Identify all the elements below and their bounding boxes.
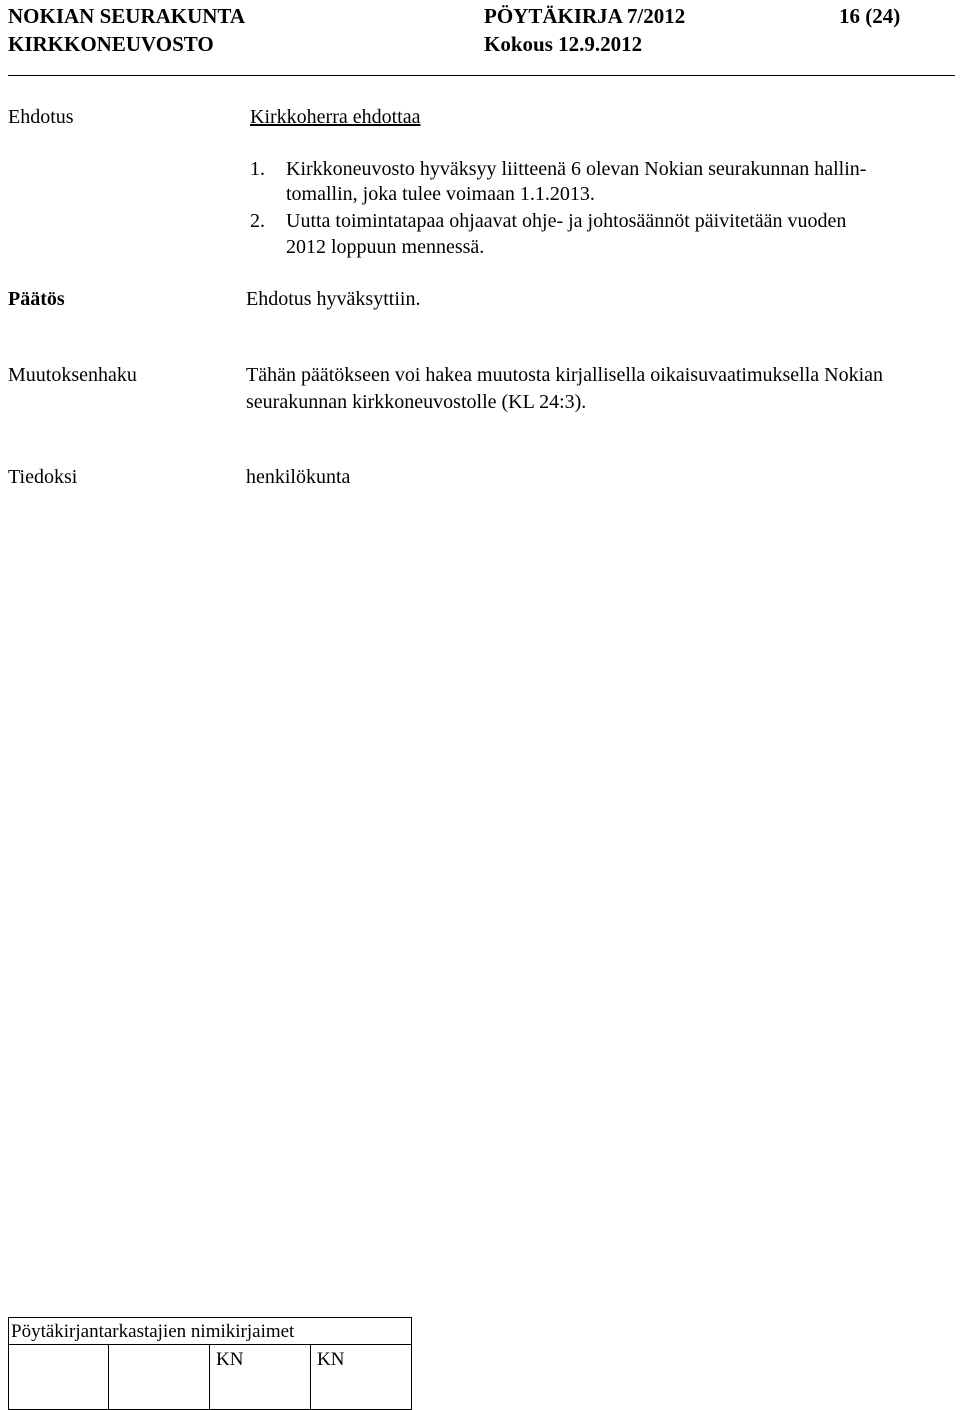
item-2-line-2: 2012 loppuun mennessä. (286, 236, 485, 258)
initials-kn-1: KN (216, 1349, 244, 1370)
initials-table-divider (8, 1344, 412, 1345)
page-number: 16 (24) (839, 4, 901, 28)
initials-cell-divider-3 (310, 1344, 311, 1410)
muutoksenhaku-line-1: Tähän päätökseen voi hakea muutosta kirjallisella oikaisuvaatimuksella Nokian (246, 364, 884, 386)
paatos-label: Päätös (8, 288, 65, 310)
item-1-number: 1. (250, 158, 265, 180)
item-2-number: 2. (250, 210, 265, 232)
item-1-line-2: tomallin, joka tulee voimaan 1.1.2013. (286, 183, 595, 205)
muutoksenhaku-label: Muutoksenhaku (8, 364, 137, 386)
body-name: KIRKKONEUVOSTO (8, 32, 214, 56)
initials-kn-2: KN (317, 1349, 345, 1370)
header-rule (8, 75, 955, 76)
muutoksenhaku-line-2: seurakunnan kirkkoneuvostolle (KL 24:3). (246, 391, 587, 413)
ehdotus-label: Ehdotus (8, 106, 74, 128)
ehdotus-heading: Kirkkoherra ehdottaa (250, 106, 421, 128)
paatos-text: Ehdotus hyväksyttiin. (246, 288, 421, 310)
meeting-date: Kokous 12.9.2012 (484, 32, 643, 56)
org-name: NOKIAN SEURAKUNTA (8, 4, 246, 28)
initials-cell-divider-1 (108, 1344, 109, 1410)
tiedoksi-label: Tiedoksi (8, 466, 78, 488)
tiedoksi-text: henkilökunta (246, 466, 351, 488)
item-2-line-1: Uutta toimintatapaa ohjaavat ohje- ja johtosäännöt päivitetään vuoden (286, 210, 847, 232)
initials-cell-divider-2 (209, 1344, 210, 1410)
initials-table-title: Pöytäkirjantarkastajien nimikirjaimet (11, 1321, 295, 1342)
item-1-line-1: Kirkkoneuvosto hyväksyy liitteenä 6 olevan Nokian seurakunnan hallin- (286, 158, 867, 180)
document-title: PÖYTÄKIRJA 7/2012 (484, 4, 686, 28)
